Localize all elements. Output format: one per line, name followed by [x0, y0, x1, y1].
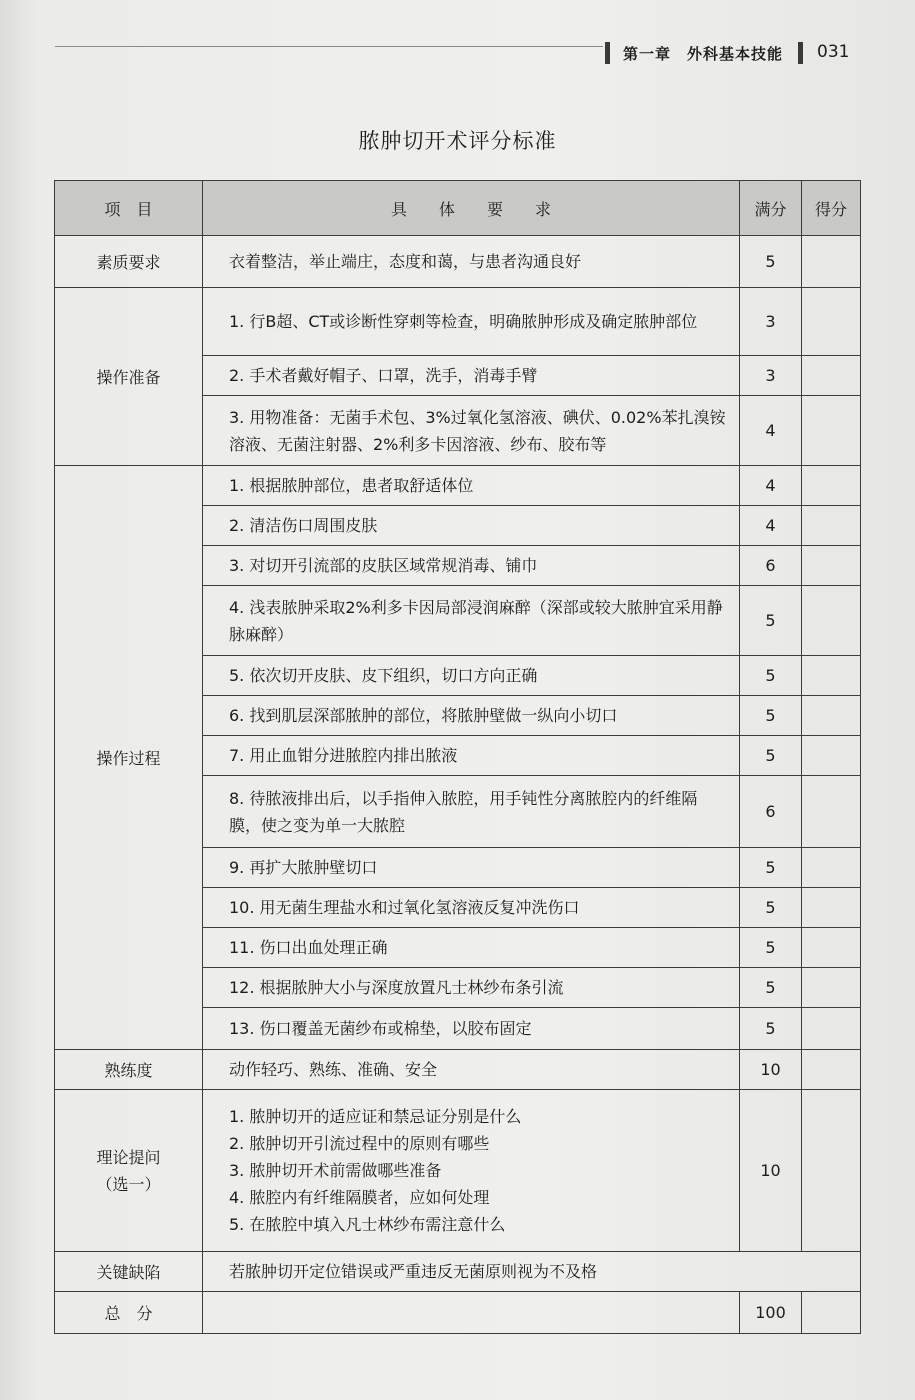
item-cell: 熟练度: [55, 1050, 203, 1090]
requirement-cell: 9. 再扩大脓肿壁切口: [203, 848, 740, 888]
got-score-cell: [802, 396, 861, 466]
full-score-cell: 5: [740, 696, 802, 736]
item-cell: 关键缺陷: [55, 1252, 203, 1292]
requirement-cell: 11. 伤口出血处理正确: [203, 928, 740, 968]
item-cell: 操作准备: [55, 288, 203, 466]
full-score-cell: 6: [740, 546, 802, 586]
question-item: 5. 在脓腔中填入凡士林纱布需注意什么: [229, 1215, 506, 1234]
requirement-cell: 3. 用物准备：无菌手术包、3%过氧化氢溶液、碘伏、0.02%苯扎溴铵溶液、无菌注射器、2%利多卡因溶液、纱布、胶布等: [203, 396, 740, 466]
header-bar: [605, 42, 610, 64]
running-header: [55, 38, 857, 74]
item-sublabel: （选一）: [96, 1174, 161, 1194]
item-cell: 总 分: [55, 1292, 203, 1334]
question-item: 1. 脓肿切开的适应证和禁忌证分别是什么: [229, 1107, 522, 1126]
requirement-cell: 衣着整洁，举止端庄，态度和蔼，与患者沟通良好: [203, 236, 740, 288]
full-score-cell: 4: [740, 506, 802, 546]
requirement-cell: 12. 根据脓肿大小与深度放置凡士林纱布条引流: [203, 968, 740, 1008]
got-score-cell: [802, 1050, 861, 1090]
chapter-title: 第一章 外科基本技能: [623, 45, 784, 63]
full-score-cell: 5: [740, 736, 802, 776]
item-cell: 素质要求: [55, 236, 203, 288]
item-label: 理论提问: [96, 1147, 161, 1167]
full-score-cell: 5: [740, 968, 802, 1008]
header-got-score: 得分: [802, 181, 861, 236]
got-score-cell: [802, 736, 861, 776]
table-row: [55, 1050, 861, 1090]
full-score-cell: 5: [740, 1008, 802, 1050]
full-score-cell: 4: [740, 466, 802, 506]
got-score-cell: [802, 1292, 861, 1334]
got-score-cell: [802, 776, 861, 848]
got-score-cell: [802, 848, 861, 888]
got-score-cell: [802, 888, 861, 928]
got-score-cell: [802, 288, 861, 356]
item-cell: 操作过程: [55, 466, 203, 1050]
full-score-cell: 10: [740, 1050, 802, 1090]
full-score-cell: 3: [740, 288, 802, 356]
table-row: [55, 236, 861, 288]
requirement-cell: 1. 根据脓肿部位，患者取舒适体位: [203, 466, 740, 506]
question-item: 2. 脓肿切开引流过程中的原则有哪些: [229, 1134, 490, 1153]
question-item: 4. 脓腔内有纤维隔膜者，应如何处理: [229, 1188, 490, 1207]
header-rule: [55, 46, 603, 47]
full-score-cell: 5: [740, 848, 802, 888]
requirement-cell: 1. 行B超、CT或诊断性穿刺等检查，明确脓肿形成及确定脓肿部位: [203, 288, 740, 356]
page-number: 031: [817, 42, 850, 62]
full-score-cell: 5: [740, 236, 802, 288]
requirement-cell: 8. 待脓液排出后，以手指伸入脓腔，用手钝性分离脓腔内的纤维隔膜，使之变为单一大脓腔: [203, 776, 740, 848]
header-bar: [798, 42, 803, 64]
question-item: 3. 脓肿切开术前需做哪些准备: [229, 1161, 442, 1180]
requirement-cell: 7. 用止血钳分进脓腔内排出脓液: [203, 736, 740, 776]
requirement-cell: 2. 手术者戴好帽子、口罩，洗手，消毒手臂: [203, 356, 740, 396]
requirement-cell: 6. 找到肌层深部脓肿的部位，将脓肿壁做一纵向小切口: [203, 696, 740, 736]
got-score-cell: [802, 1008, 861, 1050]
requirement-cell: 3. 对切开引流部的皮肤区域常规消毒、铺巾: [203, 546, 740, 586]
requirement-cell: 13. 伤口覆盖无菌纱布或棉垫，以胶布固定: [203, 1008, 740, 1050]
got-score-cell: [802, 968, 861, 1008]
full-score-cell: 5: [740, 928, 802, 968]
requirement-cell: 若脓肿切开定位错误或严重违反无菌原则视为不及格: [203, 1252, 861, 1292]
requirement-cell: 动作轻巧、熟练、准确、安全: [203, 1050, 740, 1090]
table-row: [55, 288, 861, 356]
requirement-cell: 4. 浅表脓肿采取2%利多卡因局部浸润麻醉（深部或较大脓肿宜采用静脉麻醉）: [203, 586, 740, 656]
full-score-cell: 3: [740, 356, 802, 396]
header-full-score: 满分: [740, 181, 802, 236]
requirement-cell: 5. 依次切开皮肤、皮下组织，切口方向正确: [203, 656, 740, 696]
got-score-cell: [802, 656, 861, 696]
table-row: [55, 1252, 861, 1292]
full-score-cell: 6: [740, 776, 802, 848]
got-score-cell: [802, 546, 861, 586]
full-score-cell: 100: [740, 1292, 802, 1334]
got-score-cell: [802, 466, 861, 506]
requirement-cell: [203, 1292, 740, 1334]
got-score-cell: [802, 586, 861, 656]
item-cell: [55, 1090, 203, 1252]
header-item: 项 目: [55, 181, 203, 236]
scoring-table: [54, 180, 861, 1334]
got-score-cell: [802, 356, 861, 396]
full-score-cell: 5: [740, 656, 802, 696]
table-row: [55, 1292, 861, 1334]
requirement-cell: 2. 清洁伤口周围皮肤: [203, 506, 740, 546]
got-score-cell: [802, 928, 861, 968]
header-requirement: 具 体 要 求: [203, 181, 740, 236]
full-score-cell: 4: [740, 396, 802, 466]
full-score-cell: 5: [740, 586, 802, 656]
full-score-cell: 10: [740, 1090, 802, 1252]
got-score-cell: [802, 236, 861, 288]
requirement-cell: 10. 用无菌生理盐水和过氧化氢溶液反复冲洗伤口: [203, 888, 740, 928]
got-score-cell: [802, 1090, 861, 1252]
got-score-cell: [802, 506, 861, 546]
got-score-cell: [802, 696, 861, 736]
table-header-row: [55, 181, 861, 236]
table-row: [55, 1090, 861, 1252]
document-title: 脓肿切开术评分标准: [358, 129, 557, 153]
full-score-cell: 5: [740, 888, 802, 928]
table-row: [55, 466, 861, 506]
requirement-cell: [203, 1090, 740, 1252]
